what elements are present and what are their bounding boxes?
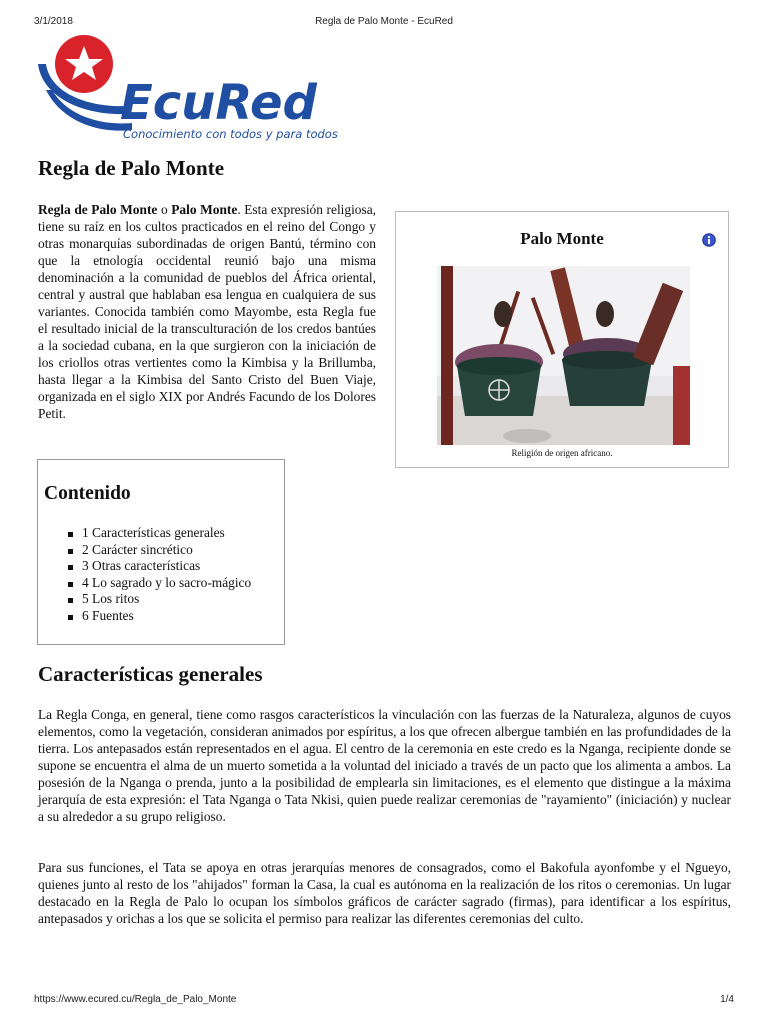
intro-bold-term: Regla de Palo Monte <box>38 202 158 217</box>
logo-wordmark: EcuRed <box>120 75 317 131</box>
logo-tagline: Conocimiento con todos y para todos <box>123 127 338 141</box>
ecured-logo[interactable] <box>36 34 346 144</box>
intro-paragraph <box>38 201 376 422</box>
intro-conjunction: o <box>157 202 172 217</box>
toc-heading: Contenido <box>44 483 131 504</box>
toc-item-caracter-sincretico[interactable]: 2 Carácter sincrético <box>48 542 251 559</box>
print-url[interactable]: https://www.ecured.cu/Regla_de_Palo_Monte <box>34 994 237 1005</box>
print-page-number: 1/4 <box>720 994 734 1005</box>
toc-item-lo-sagrado[interactable]: 4 Lo sagrado y lo sacro-mágico <box>48 575 251 592</box>
section-paragraph-2: Para sus funciones, el Tata se apoya en otras jerarquías menores de consagrados, como el Bakofula ayonfombe y el Ngueyo, quienes junto al resto de los "ahijados" forman la Casa, la cual es autónoma en la realización de los ritos o ceremonias. Un lugar destacado en la Regla de Palo lo ocupan los símbolos gráficos de carácter sagrado (firmas), para identificar a los espíritus, antepasados y orichas a los que se solicita el permiso para realizar las diferentes ceremonias del culto. <box>38 860 731 926</box>
toc-item-los-ritos[interactable]: 5 Los ritos <box>48 591 251 608</box>
infobox-title: Palo Monte <box>520 229 604 248</box>
print-date: 3/1/2018 <box>34 16 73 27</box>
section-heading-caracteristicas-generales: Características generales <box>38 662 263 686</box>
info-icon[interactable] <box>702 233 716 247</box>
intro-bold-alias: Palo Monte <box>171 202 238 217</box>
toc-item-fuentes[interactable]: 6 Fuentes <box>48 608 251 625</box>
section-paragraph-1: La Regla Conga, en general, tiene como rasgos característicos la vinculación con las fuerzas de la Naturaleza, algunos de cuyos elementos, como la vegetación, consideran animados por espíritus, a los que ofrecen albergue también en las profundidades de la tierra. Los antepasados están representados en el agua. El centro de la ceremonia en este credo es la Nganga, recipiente donde se supone se encuentra el alma de un muerto sometida a la voluntad del iniciado a través de un pacto que los alimenta a ambos. La posesión de la Nganga o prenda, junto a la posibilidad de emplearla sin limitaciones, es el elemento que distingue a la máxima jerarquía de esta expresión: el Tata Nganga o Tata Nkisi, quien puede realizar ceremonias de "rayamiento" (iniciación) y nuclear a su alrededor a su grupo religioso. <box>38 707 731 824</box>
toc-item-otras-caracteristicas[interactable]: 3 Otras características <box>48 558 251 575</box>
infobox-caption: Religión de origen africano. <box>511 448 613 458</box>
infobox <box>395 211 729 468</box>
toc-item-caracteristicas-generales[interactable]: 1 Características generales <box>48 525 251 542</box>
toc-list <box>48 525 251 624</box>
infobox-photo[interactable] <box>437 266 690 445</box>
intro-text: . Esta expresión religiosa, tiene su raíz en los cultos practicados en el reino del Congo y otras monarquías subordinadas de origen Bantú, término con que la etnología occidental reunió bajo una misma denominación a la comunidad de pueblos del África oriental, central y austral que hablaban esa lengua en cualquiera de sus variantes. Conocida también como Mayombe, esta Regla fue el resultado inicial de la transculturación de los credos bantúes a la sociedad cubana, en la que surgieron con la iniciación de los criollos otras vertientes como la Kimbisa y la Brillumba, hasta llegar a la Kimbisa del Santo Cristo del Buen Viaje, organizada en el siglo XIX por Andrés Facundo de los Dolores Petit. <box>38 202 376 421</box>
print-page-title: Regla de Palo Monte - EcuRed <box>315 16 453 27</box>
table-of-contents <box>37 459 285 645</box>
page-title: Regla de Palo Monte <box>38 156 225 180</box>
